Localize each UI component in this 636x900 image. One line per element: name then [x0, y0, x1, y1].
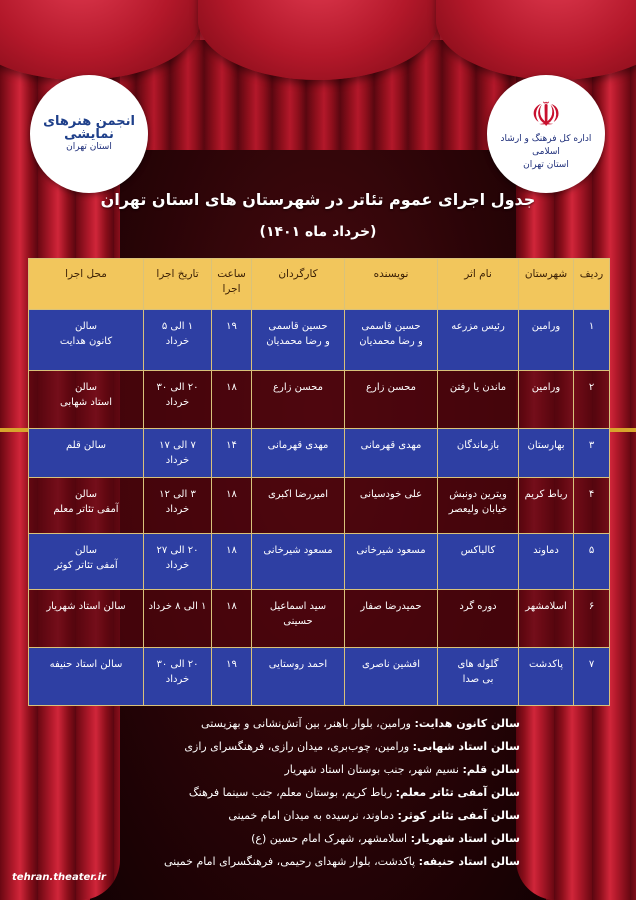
time-cell: ۱۸ [211, 590, 251, 647]
play-title-cell: ماندن یا رفتن [437, 371, 518, 428]
row-number: ۱ [573, 310, 609, 370]
date-cell: ۳ الی ۱۲ خرداد [143, 478, 211, 533]
header-cell: ردیف [573, 259, 609, 309]
play-title-cell: کالباکس [437, 534, 518, 589]
legend-venue-name: سالن استاد شهریار: [410, 832, 520, 845]
city-cell: پاکدشت [518, 648, 573, 705]
row-number: ۷ [573, 648, 609, 705]
legend-venue-address: نسیم شهر، جنب بوستان استاد شهریار [284, 763, 459, 776]
date-cell: ۷ الی ۱۷ خرداد [143, 429, 211, 477]
table-header [29, 259, 609, 310]
time-cell: ۱۴ [211, 429, 251, 477]
city-cell: اسلامشهر [518, 590, 573, 647]
legend-venue-name: سالن آمفی تئاتر معلم: [395, 786, 520, 799]
row-number: ۶ [573, 590, 609, 647]
page-subtitle: (خرداد ماه ۱۴۰۱) [259, 224, 377, 240]
table-row [29, 590, 609, 648]
time-cell: ۱۸ [211, 478, 251, 533]
time-cell: ۱۹ [211, 648, 251, 705]
website-watermark: tehran.theater.ir [12, 872, 106, 883]
iran-emblem-icon: ☫ [530, 94, 562, 135]
header-cell: تاریخ اجرا [143, 259, 211, 309]
logo-line: انجمن هنرهای نمایشی [43, 113, 135, 142]
time-cell: ۱۸ [211, 534, 251, 589]
writer-cell: مهدی قهرمانی [344, 429, 437, 477]
header-cell: کارگردان [251, 259, 344, 309]
ministry-logo [487, 75, 605, 193]
city-cell: بهارستان [518, 429, 573, 477]
director-cell: حسین قاسمی و رضا محمدیان [251, 310, 344, 370]
table-row [29, 648, 609, 705]
venue-cell: سالن کانون هدایت [59, 321, 113, 347]
row-number: ۴ [573, 478, 609, 533]
header-cell: شهرستان [518, 259, 573, 309]
row-number: ۲ [573, 371, 609, 428]
venue-cell: سالن استاد شهابی [59, 382, 112, 408]
table-row [29, 429, 609, 478]
table-row [29, 478, 609, 534]
date-cell: ۱ الی ۸ خرداد [143, 590, 211, 647]
writer-cell: علی خودسیانی [344, 478, 437, 533]
play-title-cell: ویترین دونبش خیابان ولیعصر [437, 478, 518, 533]
city-cell: ورامین [518, 310, 573, 370]
play-title-cell: دوره گرد [437, 590, 518, 647]
schedule-table [28, 258, 610, 706]
writer-cell: محسن زارع [344, 371, 437, 428]
page-title: جدول اجرای عموم تئاتر در شهرستان های استان تهران [100, 190, 536, 209]
director-cell: احمد روستایی [251, 648, 344, 705]
venue-legend [110, 712, 520, 873]
legend-venue-address: دماوند، نرسیده به میدان امام خمینی [228, 809, 395, 822]
director-cell: مسعود شیرخانی [251, 534, 344, 589]
logo-line: استان تهران [66, 141, 112, 152]
legend-item [110, 712, 520, 735]
legend-item [110, 735, 520, 758]
legend-venue-name: سالن استاد شهابی: [412, 740, 520, 753]
writer-cell: مسعود شیرخانی [344, 534, 437, 589]
writer-cell: حسین قاسمی و رضا محمدیان [344, 310, 437, 370]
legend-item [110, 781, 520, 804]
legend-venue-name: سالن استاد حنیفه: [418, 855, 520, 868]
writer-cell: افشین ناصری [344, 648, 437, 705]
header-cell: نویسنده [344, 259, 437, 309]
legend-venue-address: ورامین، بلوار باهنر، بین آتش‌نشانی و بهزیستی [201, 717, 411, 730]
header-cell: ساعت اجرا [211, 259, 251, 309]
logo-line: استان تهران [523, 159, 569, 170]
legend-venue-address: ورامین، چوب‌بری، میدان رازی، فرهنگسرای رازی [184, 740, 410, 753]
legend-item [110, 804, 520, 827]
venue-cell: سالن استاد حنیفه [49, 659, 123, 670]
time-cell: ۱۸ [211, 371, 251, 428]
play-title-cell: رئیس مزرعه [437, 310, 518, 370]
director-cell: محسن زارع [251, 371, 344, 428]
logo-line: اداره کل فرهنگ و ارشاد اسلامی [500, 133, 592, 157]
legend-venue-address: رباط کریم، بوستان معلم، جنب سینما فرهنگ [188, 786, 393, 799]
time-cell: ۱۹ [211, 310, 251, 370]
venue-cell: سالن قلم [65, 440, 106, 451]
row-number: ۳ [573, 429, 609, 477]
city-cell: رباط کریم [518, 478, 573, 533]
play-title-cell: بازماندگان [437, 429, 518, 477]
date-cell: ۱ الی ۵ خرداد [143, 310, 211, 370]
writer-cell: حمیدرضا صفار [344, 590, 437, 647]
legend-venue-name: سالن کانون هدایت: [414, 717, 520, 730]
date-cell: ۲۰ الی ۳۰ خرداد [143, 371, 211, 428]
city-cell: ورامین [518, 371, 573, 428]
legend-item [110, 850, 520, 873]
venue-cell: سالن آمفی تئاتر کوثر [54, 545, 118, 571]
legend-venue-name: سالن قلم: [462, 763, 520, 776]
legend-item [110, 827, 520, 850]
legend-item [110, 758, 520, 781]
association-logo [30, 75, 148, 193]
header-cell: محل اجرا [65, 268, 107, 280]
director-cell: سید اسماعیل حسینی [251, 590, 344, 647]
row-number: ۵ [573, 534, 609, 589]
table-row [29, 310, 609, 371]
play-title-cell: گلوله های بی صدا [437, 648, 518, 705]
date-cell: ۲۰ الی ۳۰ خرداد [143, 648, 211, 705]
venue-cell: سالن استاد شهریار [46, 601, 126, 612]
table-row [29, 534, 609, 590]
director-cell: امیررضا اکبری [251, 478, 344, 533]
header-cell: نام اثر [437, 259, 518, 309]
director-cell: مهدی قهرمانی [251, 429, 344, 477]
venue-cell: سالن آمفی تئاتر معلم [53, 489, 119, 515]
city-cell: دماوند [518, 534, 573, 589]
legend-venue-address: پاکدشت، بلوار شهدای رحیمی، فرهنگسرای امام خمینی [164, 855, 416, 868]
date-cell: ۲۰ الی ۲۷ خرداد [143, 534, 211, 589]
legend-venue-name: سالن آمفی تئاتر کوثر: [397, 809, 520, 822]
table-row [29, 371, 609, 429]
legend-venue-address: اسلامشهر، شهرک امام حسین (ع) [251, 832, 408, 845]
